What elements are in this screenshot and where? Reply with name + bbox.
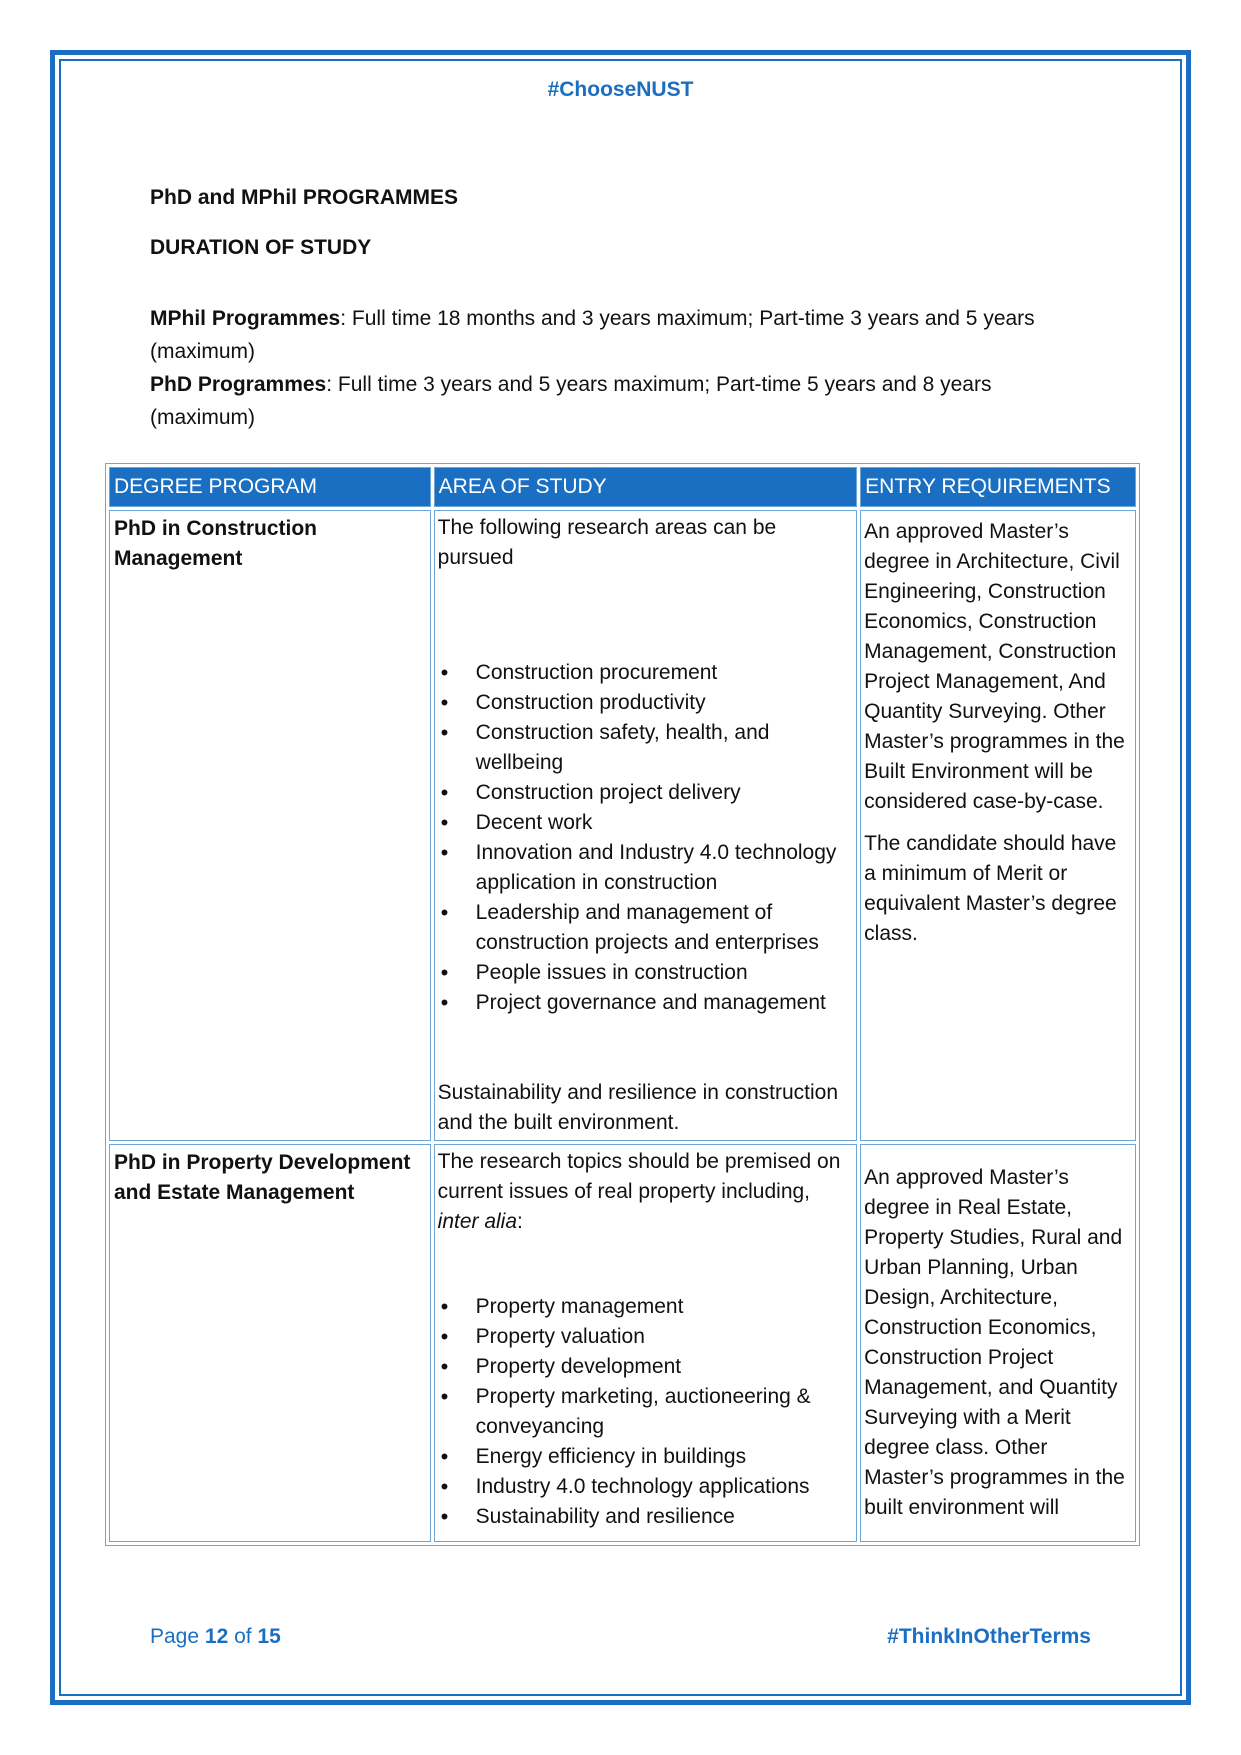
programmes-heading: PhD and MPhil PROGRAMMES (150, 186, 459, 209)
page-number (150, 1625, 281, 1649)
mphil-text: : Full time 18 months and 3 years maximum; Part-time 3 years and 5 years (maximum) (150, 307, 1035, 363)
header-entry-requirements: ENTRY REQUIREMENTS (860, 467, 1136, 507)
list-item: • Leadership and management of construction projects and enterprises (438, 898, 854, 958)
header-degree-program: DEGREE PROGRAM (109, 467, 431, 507)
area-of-study-cell (434, 510, 858, 1141)
topics-list (438, 1292, 854, 1532)
mphil-duration (150, 302, 1050, 368)
duration-heading: DURATION OF STUDY (150, 236, 372, 259)
footer-hashtag: #ThinkInOtherTerms (887, 1625, 1091, 1648)
list-item: • Property development (438, 1352, 854, 1382)
requirement-paragraph: An approved Master’s degree in Architecture, Civil Engineering, Construction Economics, Construction Management, Construction Project Management, And Quantity Surveying. Other Master’s programmes in the Built Environment will be considered case-by-case. (864, 520, 1125, 813)
list-item: • Sustainability and resilience (438, 1502, 854, 1532)
list-item: • Property marketing, auctioneering & conveyancing (438, 1382, 854, 1442)
list-item: • Construction procurement (438, 658, 854, 688)
requirement-paragraph: An approved Master’s degree in Real Estate, Property Studies, Rural and Urban Planning, Urban Design, Architecture, Construction Economics, Construction Project Management, and Quantity Surveying with a Merit degree class. Other Master’s programmes in the built environment will (864, 1166, 1125, 1519)
list-item: • People issues in construction (438, 958, 854, 988)
list-item: • Construction productivity (438, 688, 854, 718)
topics-list (438, 658, 854, 1018)
phd-text: : Full time 3 years and 5 years maximum; Part-time 5 years and 8 years (maximum) (150, 373, 992, 429)
area-intro: The following research areas can be pursued (437, 516, 777, 569)
header-hashtag: #ChooseNUST (547, 78, 694, 101)
page-current: 12 (204, 1625, 229, 1648)
list-item: • Property valuation (438, 1322, 854, 1352)
entry-requirements-cell (860, 1144, 1136, 1542)
program-name: PhD in Property Development and Estate Management (109, 1144, 431, 1542)
page-total: 15 (257, 1625, 281, 1648)
area-intro (438, 1147, 854, 1237)
list-item: • Project governance and management (438, 988, 854, 1018)
phd-duration (150, 368, 1050, 434)
area-outro: Sustainability and resilience in construction and the built environment. (437, 1081, 839, 1134)
programs-table (105, 463, 1140, 1546)
requirement-paragraph: The candidate should have a minimum of Merit or equivalent Master’s degree class. (864, 832, 1117, 945)
list-item: • Decent work (438, 808, 854, 838)
table-header-row (109, 467, 1136, 507)
table-row (109, 510, 1136, 1141)
header-area-of-study: AREA OF STUDY (434, 467, 858, 507)
list-item: • Industry 4.0 technology applications (438, 1472, 854, 1502)
mphil-label: MPhil Programmes (150, 307, 341, 330)
phd-label: PhD Programmes (150, 373, 327, 396)
list-item: • Innovation and Industry 4.0 technology application in construction (438, 838, 854, 898)
list-item: • Energy efficiency in buildings (438, 1442, 854, 1472)
page-of: of (234, 1625, 252, 1648)
list-item: • Construction safety, health, and wellbeing (438, 718, 854, 778)
list-item: • Property management (438, 1292, 854, 1322)
list-item: • Construction project delivery (438, 778, 854, 808)
entry-requirements-cell (860, 510, 1136, 1141)
area-intro-text: The research topics should be premised on current issues of real property including, (437, 1150, 841, 1203)
area-of-study-cell (434, 1144, 858, 1542)
program-name: PhD in Construction Management (109, 510, 431, 1141)
table-row (109, 1144, 1136, 1542)
area-intro-emphasis: inter alia (437, 1210, 518, 1233)
duration-paragraph (150, 302, 1050, 434)
page-word: Page (150, 1625, 200, 1648)
area-intro-colon: : (517, 1210, 523, 1233)
